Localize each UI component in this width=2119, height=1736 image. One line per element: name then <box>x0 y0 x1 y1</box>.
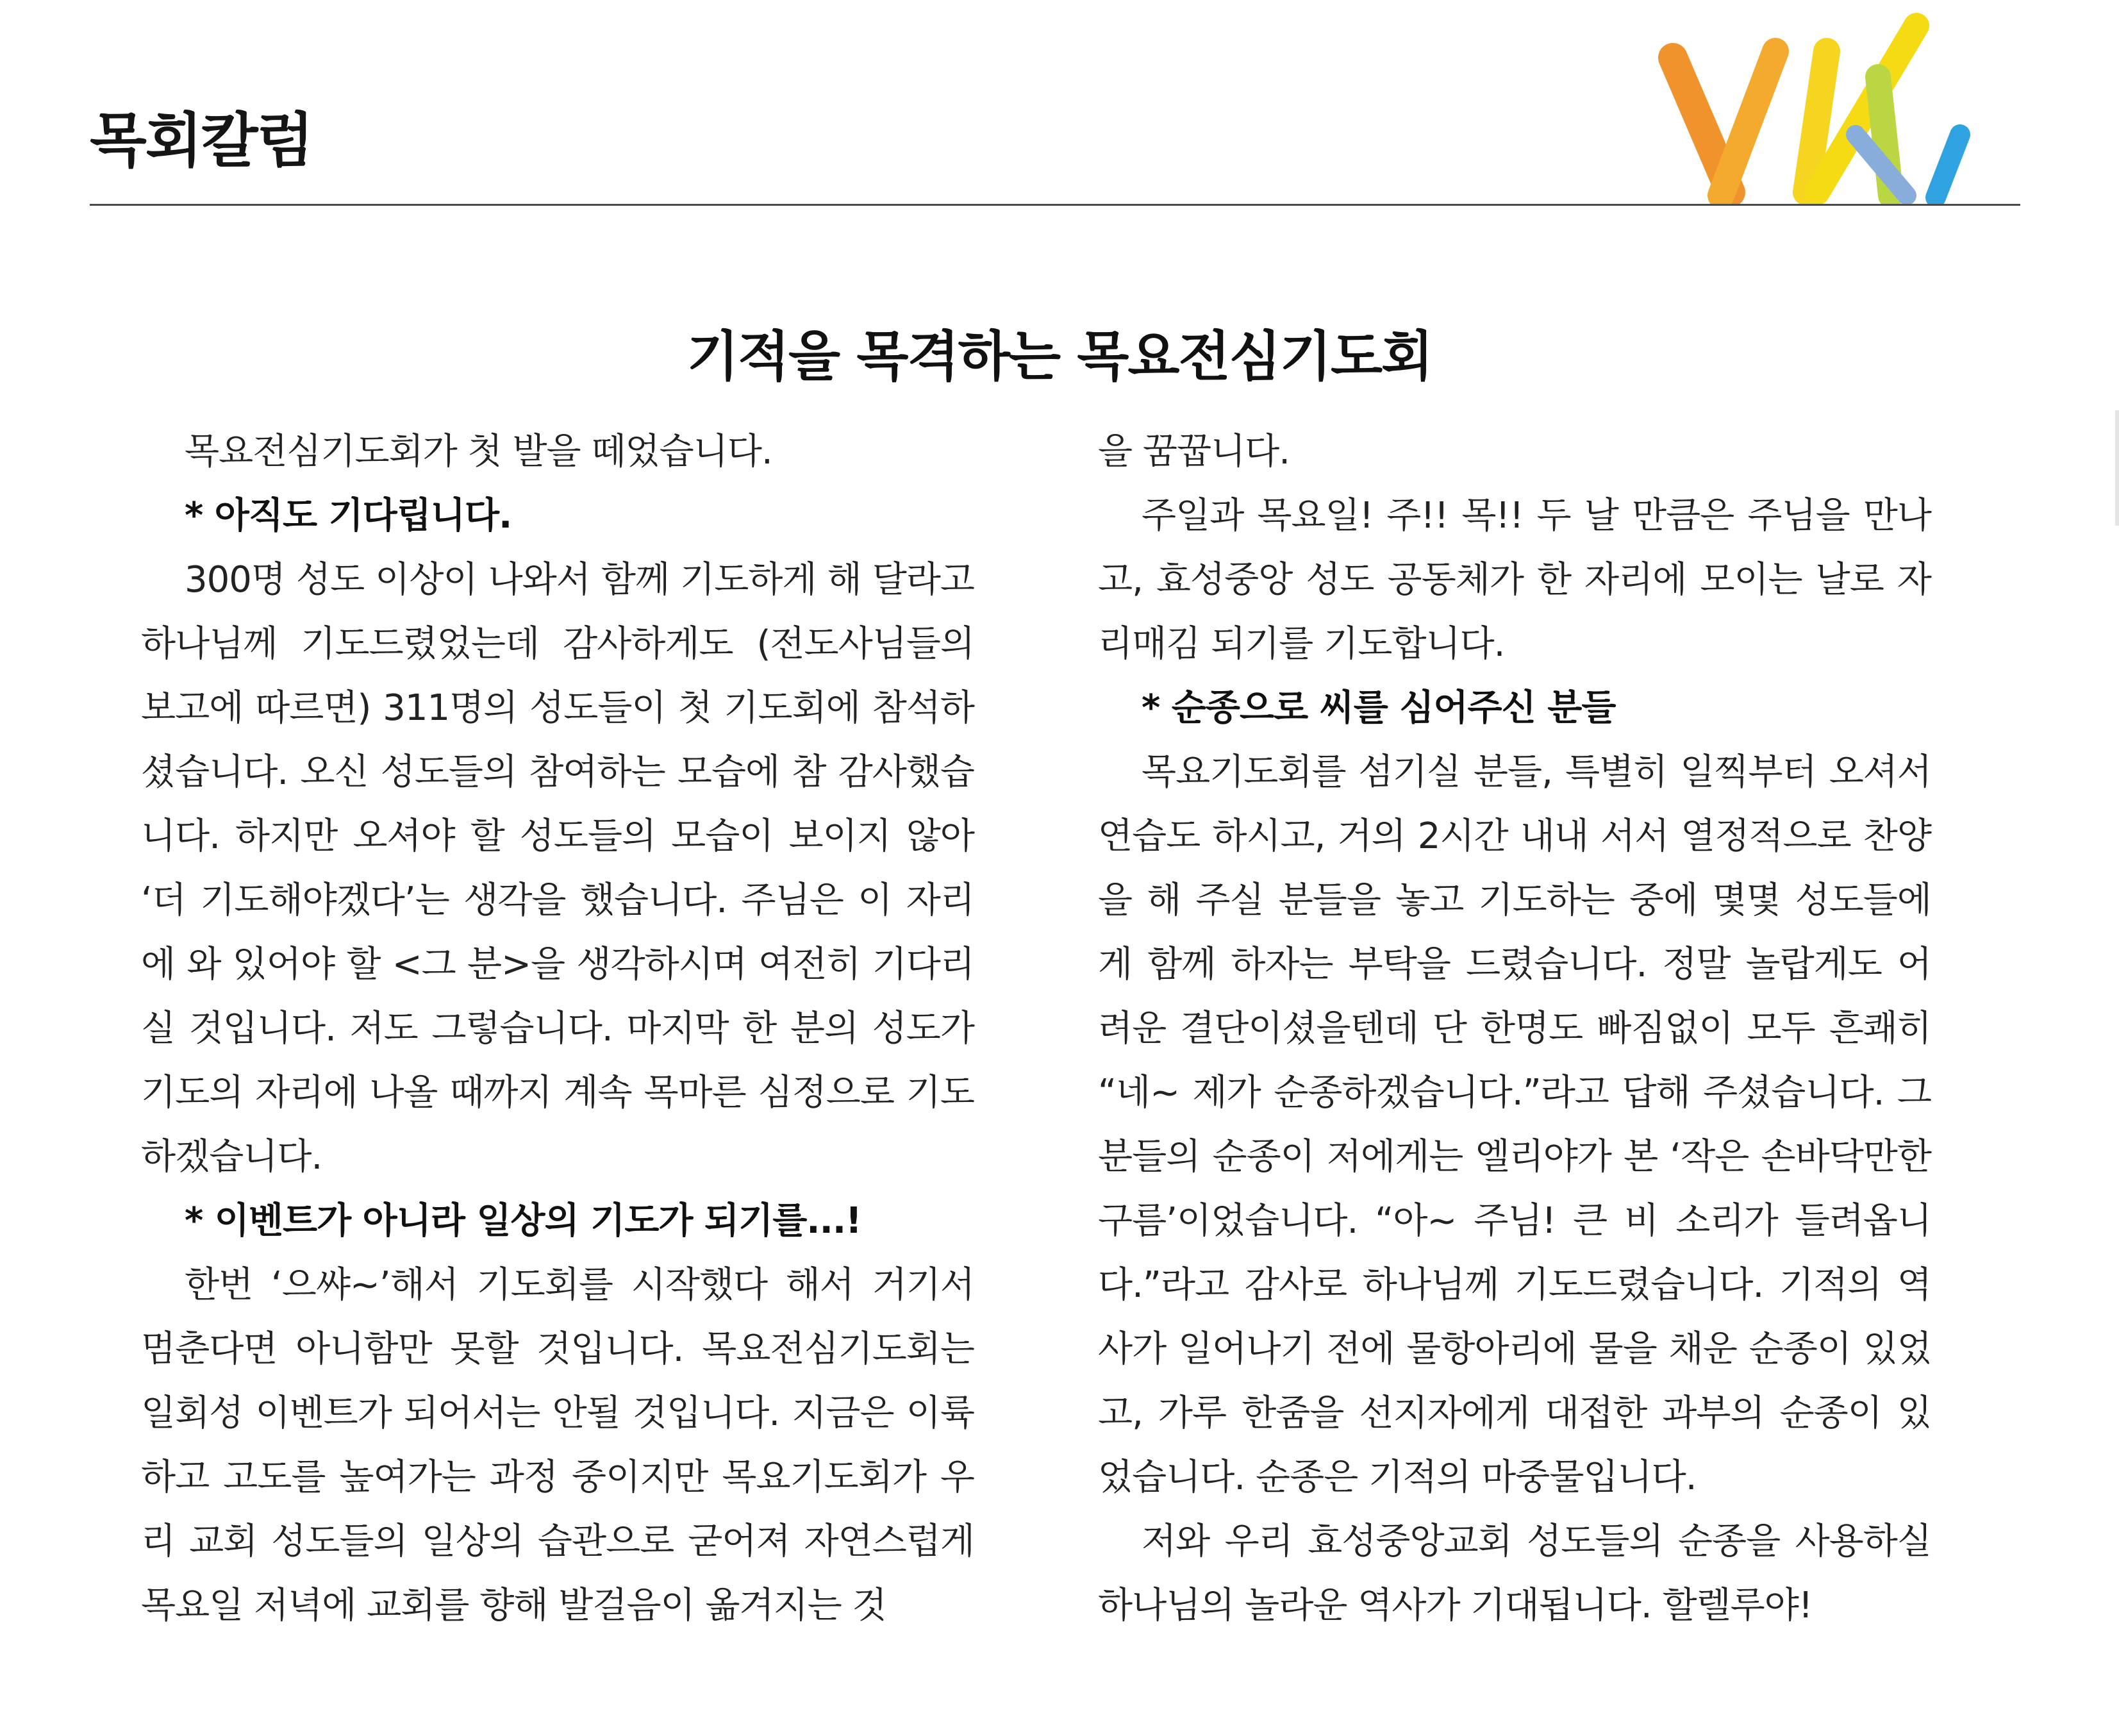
subheading: * 이벤트가 아니라 일상의 기도가 되기를...! <box>185 1200 861 1242</box>
paragraph: 주일과 목요일! 주!! 목!! 두 날 만큼은 주님을 만나고, 효성중앙 성도 공동체가 한 자리에 모이는 날로 자리매김 되기를 기도합니다. <box>1098 495 1931 665</box>
section-label: 목회칼럼 <box>90 106 313 175</box>
logo-stroke-blue <box>1936 135 1960 197</box>
paragraph: 목요기도회를 섬기실 분들, 특별히 일찍부터 오셔서 연습도 하시고, 거의 2시간 내내 서서 열정적으로 찬양을 해 주실 분들을 놓고 기도하는 중에 몇몇 성도들에게 함께 하자는 부탁을 드렸습니다. 정말 놀랍게도 어려운 결단이셨을텐데 단 한명도 빠짐없이 모두 흔쾌히 “네~ 제가 순종하겠습니다.”라고 답해 주셨습니다. 그분들의 순종이 저에게는 엘리야가 본 ‘작은 손바닥만한 구름’이었습니다. “아~ 주님! 큰 비 소리가 들려옵니다.”라고 감사로 하나님께 기도드렸습니다. 기적의 역사가 일어나기 전에 물항아리에 물을 채운 순종이 있었고, 가루 한줌을 선지자에게 대접한 과부의 순종이 있었습니다. 순종은 기적의 마중물입니다. <box>1098 751 1931 1498</box>
right-column <box>1098 420 1931 1638</box>
paragraph: 저와 우리 효성중앙교회 성도들의 순종을 사용하실 하나님의 놀라운 역사가 기대됩니다. 할렐루야! <box>1098 1521 1931 1626</box>
article-title: 기적을 목격하는 목요전심기도회 <box>686 325 1433 388</box>
brand-logo <box>1654 6 1987 205</box>
page-edge-marker <box>2115 410 2119 526</box>
subheading: * 순종으로 씨를 심어주신 분들 <box>1142 687 1616 729</box>
logo-stroke-orange-2 <box>1721 51 1775 196</box>
header-divider <box>90 204 2020 206</box>
subheading: * 아직도 기다립니다. <box>185 495 512 537</box>
paragraph-continuation: 을 꿈꿉니다. <box>1098 431 1290 472</box>
paragraph: 한번 ‘으쌰~’해서 기도회를 시작했다 해서 거기서 멈춘다면 아니함만 못할 것입니다. 목요전심기도회는 일회성 이벤트가 되어서는 안될 것입니다. 지금은 이륙하고 고도를 높여가는 과정 중이지만 목요기도회가 우리 교회 성도들의 일상의 습관으로 굳어져 자연스럽게 목요일 저녁에 교회를 향해 발걸음이 옮겨지는 것 <box>141 1264 974 1626</box>
left-column <box>141 420 974 1638</box>
paragraph: 목요전심기도회가 첫 발을 떼었습니다. <box>185 431 772 472</box>
paragraph: 300명 성도 이상이 나와서 함께 기도하게 해 달라고 하나님께 기도드렸었는데 감사하게도 (전도사님들의 보고에 따르면) 311명의 성도들이 첫 기도회에 참석하셨습니다. 오신 성도들의 참여하는 모습에 참 감사했습니다. 하지만 오셔야 할 성도들의 모습이 보이지 않아 ‘더 기도해야겠다’는 생각을 했습니다. 주님은 이 자리에 와 있어야 할 <그 분>을 생각하시며 여전히 기다리실 것입니다. 저도 그렇습니다. 마지막 한 분의 성도가 기도의 자리에 나올 때까지 계속 목마른 심정으로 기도하겠습니다. <box>141 559 974 1178</box>
